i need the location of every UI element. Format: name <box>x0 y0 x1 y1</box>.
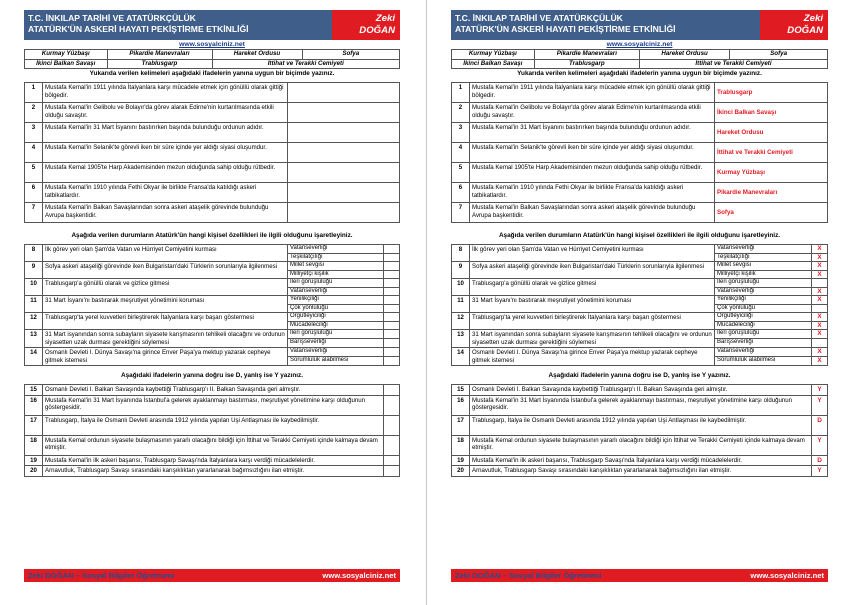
question-text: Mustafa Kemal'in 31 Mart İsyanında İstanbul'a gelerek ayaklanmayı bastırması, meşrutiyet yönetimine karşı olduğunun göstergesidir. <box>470 395 812 415</box>
mark-box[interactable] <box>384 339 400 348</box>
answer-key-website-link[interactable]: www.sosyalciniz.net <box>606 41 673 48</box>
question-text: Mustafa Kemal'in Balkan Savaşlarından sonra askeri ataşelik görevinde bulunduğu Avrupa başkentidir. <box>43 203 288 223</box>
table-row <box>452 415 828 435</box>
question-number: 14 <box>25 348 43 366</box>
mark-box[interactable] <box>384 313 400 322</box>
question-number: 12 <box>25 313 43 330</box>
question-text: Trablusgarp'a gönüllü olarak ve gizlice gitmesi <box>43 279 288 296</box>
question-number: 5 <box>452 163 470 183</box>
true-false-box[interactable]: Y <box>812 466 828 477</box>
mark-box[interactable]: X <box>812 313 828 322</box>
true-false-box[interactable]: Y <box>812 435 828 455</box>
blank-author: Zeki DOĞAN <box>332 10 400 40</box>
question-text: İlk görev yeri olan Şam'da Vatan ve Hürriyet Cemiyetini kurması <box>43 245 288 262</box>
question-number: 11 <box>452 296 470 313</box>
mark-box[interactable] <box>384 262 400 271</box>
answer-field[interactable]: Pikardie Manevraları <box>715 183 828 203</box>
trait-option: Yenilikçiliği <box>288 296 384 305</box>
trait-option: İleri görüşlülüğü <box>288 330 384 339</box>
mark-box[interactable]: X <box>812 270 828 279</box>
table-row <box>25 143 400 163</box>
table-row <box>452 296 828 305</box>
question-text: Osmanlı Devleti I. Dünya Savaşı'na girince Enver Paşa'ya mektup yazarak cepheye gitmek istemesi <box>43 348 288 366</box>
question-text: Trablusgarp'a gönüllü olarak ve gizlice gitmesi <box>470 279 715 296</box>
mark-box[interactable] <box>384 279 400 288</box>
question-number: 5 <box>25 163 43 183</box>
question-text: Mustafa Kemal'in 1910 yılında Fethi Okyar ile birlikte Fransa'da katıldığı askeri tatbikatlardır. <box>43 183 288 203</box>
question-number: 19 <box>25 455 43 466</box>
answer-key-header <box>451 10 828 40</box>
word-bank-item: Hareket Ordusu <box>212 50 302 60</box>
mark-box[interactable] <box>812 279 828 288</box>
question-number: 2 <box>25 103 43 123</box>
answer-field[interactable] <box>288 103 400 123</box>
blank-footer <box>24 569 400 582</box>
table-row <box>25 163 400 183</box>
true-false-box[interactable]: D <box>812 415 828 435</box>
question-text: 31 Mart İsyanı'nı bastırarak meşrutiyet yönetimini koruması <box>43 296 288 313</box>
word-bank-item: Pikardie Manevraları <box>534 50 639 60</box>
table-row <box>452 455 828 466</box>
question-number: 18 <box>25 435 43 455</box>
mark-box[interactable] <box>384 304 400 313</box>
answer-field[interactable] <box>288 163 400 183</box>
question-number: 17 <box>25 415 43 435</box>
answer-field[interactable] <box>288 183 400 203</box>
blank-footer-author: Zeki DOĞAN – Sosyal Bilgiler Öğretmeni <box>28 571 175 580</box>
trait-option: Sorumluluk alabilmesi <box>288 357 384 366</box>
trait-option: Barışseverliği <box>715 339 812 348</box>
trait-option: Çok yönlülüğü <box>715 304 812 313</box>
question-number: 3 <box>452 123 470 143</box>
question-text: Mustafa Kemal ordunun siyasete bulaşmasının yararlı olacağını bildiği için İttihat ve Terakki Cemiyeti içinde kalmaya devam etmiştir. <box>470 435 812 455</box>
question-text: Mustafa Kemal'in 31 Mart İsyanını bastırırken başında bulunduğu ordunun adıdır. <box>43 123 288 143</box>
mark-box[interactable] <box>384 270 400 279</box>
question-text: Mustafa Kemal'in ilk askeri başarısı, Trablusgarp Savaşı'nda İtalyanlara karşı verdiği mücadelelerdir. <box>43 455 384 466</box>
word-bank-item: Kurmay Yüzbaşı <box>25 50 108 60</box>
trait-option: Milliyetçi kişilik <box>715 270 812 279</box>
question-number: 9 <box>25 262 43 279</box>
table-row <box>25 245 400 254</box>
table-row <box>452 83 828 103</box>
answer-key-instruction-fill: Yukarıda verilen kelimeleri aşağıdaki ifadelerin yanına uygun bir biçimde yazınız. <box>517 70 762 77</box>
table-row <box>452 183 828 203</box>
trait-option: İleri görüşlülüğü <box>715 330 812 339</box>
true-false-box[interactable] <box>384 395 400 415</box>
question-text: Mustafa Kemal ordunun siyasete bulaşmasının yararlı olacağını bildiği için İttihat ve Terakki Cemiyeti içinde kalmaya devam etmiştir. <box>43 435 384 455</box>
question-text: Mustafa Kemal'in 1910 yılında Fethi Okyar ile birlikte Fransa'da katıldığı askeri tatbikatlardır. <box>470 183 715 203</box>
table-row <box>452 313 828 322</box>
mark-box[interactable] <box>384 296 400 305</box>
question-text: Arnavutluk, Trablusgarp Savaşı sırasındaki karışıklıktan yararlanarak bağımsızlığını ilan etmiştir. <box>43 466 384 477</box>
table-row <box>25 262 400 271</box>
word-bank-item: İttihat ve Terakki Cemiyeti <box>212 59 400 69</box>
mark-box[interactable] <box>384 330 400 339</box>
answer-key-author: Zeki DOĞAN <box>760 10 828 40</box>
table-row <box>452 103 828 123</box>
table-row <box>452 163 828 183</box>
question-number: 2 <box>452 103 470 123</box>
trait-option: İleri görüşlülüğü <box>715 279 812 288</box>
trait-option: Millet sevgisi <box>715 262 812 271</box>
word-bank-item: Trablusgarp <box>534 59 639 69</box>
question-number: 7 <box>25 203 43 223</box>
table-row <box>452 395 828 415</box>
question-text: 31 Mart isyanından sonra subayların siyasete karışmasının tehlikeli olacağını ve ordunun siyasetten uzak durması gerektiğini söylemesi <box>43 330 288 348</box>
table-row <box>452 330 828 339</box>
answer-field[interactable]: İkinci Balkan Savaşı <box>715 103 828 123</box>
trait-option: Örgütleyiciliği <box>288 313 384 322</box>
table-row <box>25 313 400 322</box>
trait-option: Çok yönlülüğü <box>288 304 384 313</box>
mark-box[interactable] <box>384 348 400 357</box>
trait-option: Vatanseverliği <box>715 287 812 296</box>
word-bank-item: İttihat ve Terakki Cemiyeti <box>639 59 827 69</box>
mark-box[interactable] <box>384 245 400 254</box>
question-text: Osmanlı Devleti I. Balkan Savaşında kaybettiği Trablusgarp'ı II. Balkan Savaşında geri almıştır. <box>470 385 812 396</box>
question-text: Mustafa Kemal'in 1911 yılında İtalyanlara karşı mücadele etmek için gönüllü olarak gittiği bölgedir. <box>470 83 715 103</box>
mark-box[interactable] <box>812 304 828 313</box>
trait-option: İleri görüşlülüğü <box>288 279 384 288</box>
answer-key-worksheet-page <box>427 0 854 605</box>
word-bank-item: Trablusgarp <box>107 59 212 69</box>
question-text: Mustafa Kemal'in Balkan Savaşlarından sonra askeri ataşelik görevinde bulunduğu Avrupa başkentidir. <box>470 203 715 223</box>
question-text: Mustafa Kemal'in Gelibolu ve Bolayır'da görev alarak Edirne'nin kurtarılmasında etkili olduğu savaştır. <box>470 103 715 123</box>
trait-option: Teşkilatçılığı <box>288 253 384 262</box>
blank-fill-in-table <box>24 82 400 223</box>
true-false-box[interactable] <box>384 385 400 396</box>
mark-box[interactable]: X <box>812 348 828 357</box>
question-number: 16 <box>25 395 43 415</box>
answer-key-instruction-mark: Aşağıda verilen durumların Atatürk'ün hangi kişisel özellikleri ile ilgili olduğunu işaretleyiniz. <box>498 232 781 239</box>
mark-box[interactable]: X <box>812 321 828 330</box>
true-false-box[interactable]: D <box>812 455 828 466</box>
mark-box[interactable] <box>384 253 400 262</box>
table-row <box>452 143 828 163</box>
question-number: 4 <box>452 143 470 163</box>
question-text: İlk görev yeri olan Şam'da Vatan ve Hürriyet Cemiyetini kurması <box>470 245 715 262</box>
question-text: Mustafa Kemal'in Gelibolu ve Bolayır'da görev alarak Edirne'nin kurtarılmasında etkili olduğu savaştır. <box>43 103 288 123</box>
question-number: 9 <box>452 262 470 279</box>
question-number: 15 <box>452 385 470 396</box>
question-text: Trablusgarp'ta yerel kuvvetleri birleştirerek İtalyanlara karşı başarı göstermesi <box>470 313 715 330</box>
answer-key-word-bank <box>451 49 828 69</box>
trait-option: Millet sevgisi <box>288 262 384 271</box>
trait-option: Vatanseverliği <box>715 245 812 254</box>
true-false-box[interactable] <box>384 466 400 477</box>
question-number: 3 <box>25 123 43 143</box>
trait-option: Vatanseverliği <box>288 245 384 254</box>
table-row <box>25 395 400 415</box>
table-row <box>25 466 400 477</box>
question-number: 6 <box>25 183 43 203</box>
trait-option: Teşkilatçılığı <box>715 253 812 262</box>
blank-website-link[interactable]: www.sosyalciniz.net <box>179 41 245 48</box>
table-row <box>452 466 828 477</box>
table-row <box>452 203 828 223</box>
question-text: Mustafa Kemal'in 31 Mart İsyanını bastırırken başında bulunduğu ordunun adıdır. <box>470 123 715 143</box>
word-bank-item: Kurmay Yüzbaşı <box>452 50 535 60</box>
question-text: 31 Mart isyanından sonra subayların siyasete karışmasının tehlikeli olacağını ve ordunun siyasetten uzak durması gerektiğini söylemesi <box>470 330 715 348</box>
question-text: Mustafa Kemal 1905'te Harp Akademisinden mezun olduğunda sahip olduğu rütbedir. <box>43 163 288 183</box>
trait-option: Milliyetçi kişilik <box>288 270 384 279</box>
blank-word-bank <box>24 49 400 69</box>
mark-box[interactable]: X <box>812 330 828 339</box>
table-row <box>25 435 400 455</box>
blank-instruction-truefalse: Aşağıdaki ifadelerin yanına doğru ise D, yanlış ise Y yazınız. <box>121 372 303 379</box>
question-number: 10 <box>452 279 470 296</box>
blank-true-false-table <box>24 384 400 477</box>
table-row <box>452 348 828 357</box>
answer-key-instruction-truefalse: Aşağıdaki ifadelerin yanına doğru ise D, yanlış ise Y yazınız. <box>548 372 731 379</box>
question-number: 17 <box>452 415 470 435</box>
answer-key-footer-author: Zeki DOĞAN – Sosyal Bilgiler Öğretmeni <box>455 571 602 580</box>
mark-box[interactable]: X <box>812 357 828 366</box>
question-number: 20 <box>452 466 470 477</box>
table-row <box>25 83 400 103</box>
trait-option: Mücadeleciliği <box>715 321 812 330</box>
question-number: 11 <box>25 296 43 313</box>
answer-field[interactable]: Hareket Ordusu <box>715 123 828 143</box>
table-row <box>25 330 400 339</box>
answer-field[interactable]: İttihat ve Terakki Cemiyeti <box>715 143 828 163</box>
table-row <box>25 279 400 288</box>
question-text: Trablusgarp, İtalya ile Osmanlı Devleti arasında 1912 yılında yapılan Uşi Antlaşması ile kaybedilmiştir. <box>43 415 384 435</box>
answer-field[interactable]: Kurmay Yüzbaşı <box>715 163 828 183</box>
table-row <box>25 296 400 305</box>
blank-header <box>24 10 400 40</box>
true-false-box[interactable] <box>384 455 400 466</box>
blank-traits-table <box>24 244 400 366</box>
answer-field[interactable]: Sofya <box>715 203 828 223</box>
mark-box[interactable] <box>384 287 400 296</box>
question-number: 10 <box>25 279 43 296</box>
question-number: 20 <box>25 466 43 477</box>
table-row <box>452 262 828 271</box>
table-row <box>452 435 828 455</box>
true-false-box[interactable] <box>384 415 400 435</box>
mark-box[interactable] <box>812 339 828 348</box>
table-row <box>452 123 828 143</box>
answer-key-title: T.C. İNKILAP TARİHİ VE ATATÜRKÇÜLÜK ATATÜRK'ÜN ASKERİ HAYATI PEKİŞTİRME ETKİNLİĞİ <box>451 10 760 40</box>
table-row <box>25 123 400 143</box>
answer-key-fill-in-table <box>451 82 828 223</box>
answer-field[interactable] <box>288 83 400 103</box>
question-text: Mustafa Kemal'in ilk askeri başarısı, Trablusgarp Savaşı'nda İtalyanlara karşı verdiği mücadelelerdir. <box>470 455 812 466</box>
word-bank-item: İkinci Balkan Savaşı <box>25 59 108 69</box>
question-text: Sofya askeri ataşeliği görevinde iken Bulgaristan'daki Türklerin sorunlarıyla ilgilenmesi <box>43 262 288 279</box>
trait-option: Vatanseverliği <box>288 348 384 357</box>
true-false-box[interactable]: Y <box>812 385 828 396</box>
question-number: 16 <box>452 395 470 415</box>
question-text: Sofya askeri ataşeliği görevinde iken Bulgaristan'daki Türklerin sorunlarıyla ilgilenmesi <box>470 262 715 279</box>
table-row <box>452 279 828 288</box>
question-text: Mustafa Kemal 1905'te Harp Akademisinden mezun olduğunda sahip olduğu rütbedir. <box>470 163 715 183</box>
table-row <box>25 203 400 223</box>
question-number: 1 <box>25 83 43 103</box>
question-text: Trablusgarp, İtalya ile Osmanlı Devleti arasında 1912 yılında yapılan Uşi Antlaşması ile kaybedilmiştir. <box>470 415 812 435</box>
word-bank-item: İkinci Balkan Savaşı <box>452 59 535 69</box>
word-bank-item: Hareket Ordusu <box>639 50 729 60</box>
trait-option: Mücadeleciliği <box>288 321 384 330</box>
answer-key-footer-website[interactable]: www.sosyalciniz.net <box>750 571 824 580</box>
question-number: 8 <box>452 245 470 262</box>
mark-box[interactable] <box>384 357 400 366</box>
question-text: Mustafa Kemal'in Selanik'te görevli iken bir süre içinde yer aldığı siyasi oluşumdur. <box>470 143 715 163</box>
answer-field[interactable]: Trablusgarp <box>715 83 828 103</box>
question-text: 31 Mart İsyanı'nı bastırarak meşrutiyet yönetimini koruması <box>470 296 715 313</box>
trait-option: Yenilikçiliği <box>715 296 812 305</box>
true-false-box[interactable] <box>384 435 400 455</box>
blank-title: T.C. İNKILAP TARİHİ VE ATATÜRKÇÜLÜK ATATÜRK'ÜN ASKERİ HAYATI PEKİŞTİRME ETKİNLİĞİ <box>24 10 332 40</box>
answer-field[interactable] <box>288 123 400 143</box>
question-number: 13 <box>25 330 43 348</box>
question-number: 14 <box>452 348 470 366</box>
mark-box[interactable]: X <box>812 262 828 271</box>
table-row <box>25 385 400 396</box>
table-row <box>452 385 828 396</box>
trait-option: Barışseverliği <box>288 339 384 348</box>
blank-instruction-fill: Yukarıda verilen kelimeleri aşağıdaki ifadelerin yanına uygun bir biçimde yazınız. <box>89 70 335 77</box>
question-number: 6 <box>452 183 470 203</box>
trait-option: Örgütleyiciliği <box>715 313 812 322</box>
answer-field[interactable] <box>288 143 400 163</box>
question-number: 1 <box>452 83 470 103</box>
question-text: Mustafa Kemal'in Selanik'te görevli iken bir süre içinde yer aldığı siyasi oluşumdur. <box>43 143 288 163</box>
answer-field[interactable] <box>288 203 400 223</box>
question-text: Osmanlı Devleti I. Balkan Savaşında kaybettiği Trablusgarp'ı II. Balkan Savaşında geri almıştır. <box>43 385 384 396</box>
trait-option: Vatanseverliği <box>288 287 384 296</box>
table-row <box>452 245 828 254</box>
blank-footer-website[interactable]: www.sosyalciniz.net <box>322 571 396 580</box>
word-bank-item: Sofya <box>730 50 828 60</box>
question-number: 15 <box>25 385 43 396</box>
mark-box[interactable]: X <box>812 296 828 305</box>
mark-box[interactable]: X <box>812 253 828 262</box>
table-row <box>25 415 400 435</box>
question-text: Mustafa Kemal'in 31 Mart İsyanında İstanbul'a gelerek ayaklanmayı bastırması, meşrutiyet yönetimine karşı olduğunun göstergesidir. <box>43 395 384 415</box>
trait-option: Vatanseverliği <box>715 348 812 357</box>
true-false-box[interactable]: Y <box>812 395 828 415</box>
question-number: 18 <box>452 435 470 455</box>
table-row <box>25 183 400 203</box>
mark-box[interactable] <box>384 321 400 330</box>
trait-option: Sorumluluk alabilmesi <box>715 357 812 366</box>
question-text: Trablusgarp'ta yerel kuvvetleri birleştirerek İtalyanlara karşı başarı göstermesi <box>43 313 288 330</box>
question-number: 7 <box>452 203 470 223</box>
answer-key-traits-table <box>451 244 828 366</box>
blank-instruction-mark: Aşağıda verilen durumların Atatürk'ün hangi kişisel özellikleri ile ilgili olduğunu işaretleyiniz. <box>71 232 353 239</box>
question-text: Mustafa Kemal'in 1911 yılında İtalyanlara karşı mücadele etmek için gönüllü olarak gittiği bölgedir. <box>43 83 288 103</box>
question-text: Osmanlı Devleti I. Dünya Savaşı'na girince Enver Paşa'ya mektup yazarak cepheye gitmek istemesi <box>470 348 715 366</box>
question-text: Arnavutluk, Trablusgarp Savaşı sırasındaki karışıklıktan yararlanarak bağımsızlığını ilan etmiştir. <box>470 466 812 477</box>
question-number: 12 <box>452 313 470 330</box>
table-row <box>25 455 400 466</box>
question-number: 8 <box>25 245 43 262</box>
word-bank-item: Pikardie Manevraları <box>107 50 212 60</box>
question-number: 19 <box>452 455 470 466</box>
word-bank-item: Sofya <box>302 50 400 60</box>
table-row <box>25 103 400 123</box>
question-number: 4 <box>25 143 43 163</box>
mark-box[interactable]: X <box>812 245 828 254</box>
table-row <box>25 348 400 357</box>
answer-key-true-false-table <box>451 384 828 477</box>
mark-box[interactable]: X <box>812 287 828 296</box>
answer-key-footer <box>451 569 828 582</box>
question-number: 13 <box>452 330 470 348</box>
